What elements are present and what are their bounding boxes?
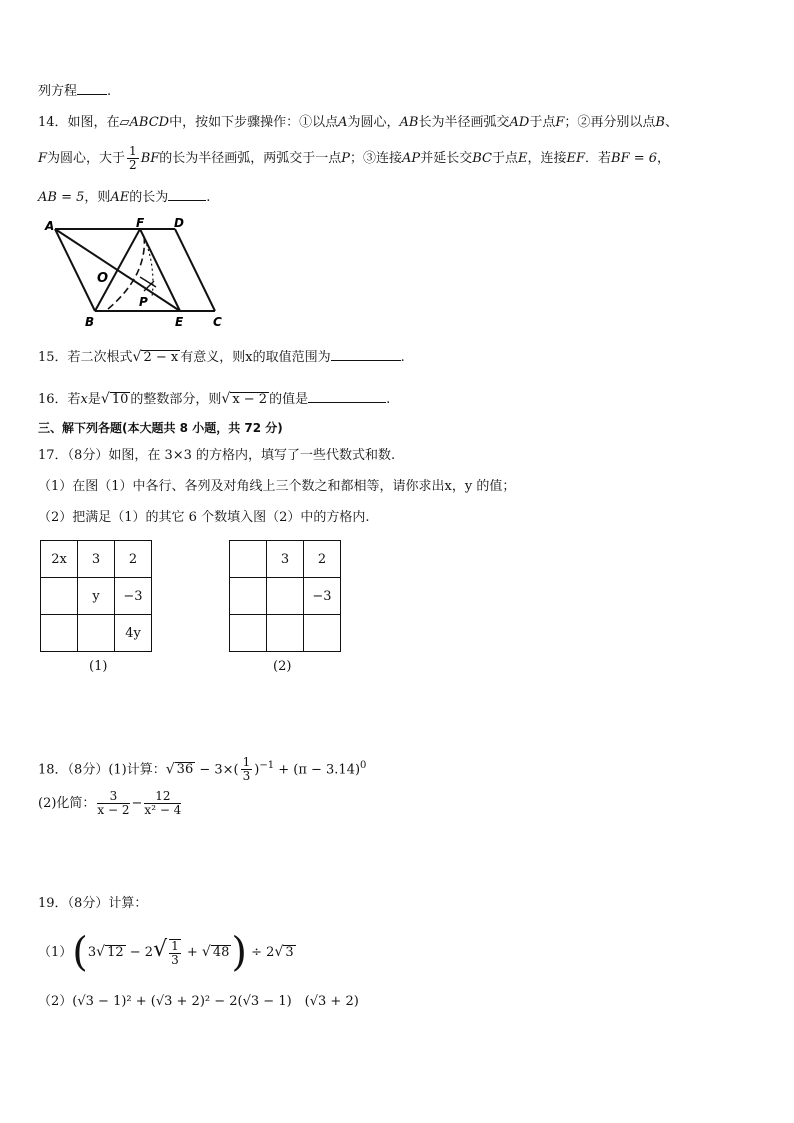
label-F: F [136,216,145,230]
q18-text: + (π − 3.14) [274,762,361,778]
section-heading: 三、解下列各题(本大题共 8 小题，共 72 分) [38,421,283,435]
frac-den: 3 [242,769,251,784]
q14-text: ．若 [585,151,612,166]
q18-label: (1)计算： [108,762,166,778]
label-C: C [213,315,222,329]
q18-label: (2)化简： [38,796,96,811]
fraction [241,756,253,783]
sqrt-symbol: √ [96,944,106,960]
q14-var: BC [472,151,492,166]
q13-tail [38,80,111,102]
q16 [38,388,390,410]
frac-den: 3 [171,952,179,967]
q13-end: . [107,84,112,99]
frac-den: x² − 4 [144,803,182,817]
exponent: −1 [259,760,275,771]
radicand: 2 − x [143,350,179,365]
grid-cell: 3 [78,541,115,578]
sqrt-symbol: √ [132,349,142,365]
answer-blank [308,388,386,403]
label-E: E [175,315,184,329]
q16-end: . [386,392,391,407]
q19-part1 [38,928,296,975]
q14-text: 的长为 [129,190,169,205]
frac-num: 1 [242,755,251,770]
frac-num: 1 [171,938,179,953]
sqrt-symbol: √ [221,391,231,407]
grid-cell [304,615,341,652]
q14-var: AE [110,190,130,205]
grid-cell [267,615,304,652]
edge-DC [175,229,215,311]
radicand: 36 [176,762,194,778]
q19-label: （2） [38,994,73,1009]
q14-text: ，则 [84,190,111,205]
q14-text: 为圆心， [347,115,400,130]
grid-cell: −3 [304,578,341,615]
sqrt-symbol: √ [100,391,110,407]
parallelogram-symbol: ▱ABCD [119,115,170,130]
label-B: B [85,315,95,329]
grid-cell [230,541,267,578]
q14-text: 为圆心，大于 [47,151,126,166]
answer-blank [168,186,206,201]
q17-part1: （1）在图（1）中各行、各列及对角线上三个数之和都相等，请你求出x，y 的值； [38,479,516,494]
q18-part2 [38,790,183,818]
grid-cell [230,578,267,615]
q17-head: 17．（8分）如图，在 3×3 的方格内，填写了一些代数式和数. [38,448,396,463]
q14-text: 并延长交 [420,151,473,166]
q14-var: F [38,151,48,166]
radicand: x − 2 [232,392,268,407]
exponent: 0 [360,760,367,771]
q14-var: AB [399,115,419,130]
q14-var: P [341,151,351,166]
half-fraction [127,145,139,172]
radicand: 3 [285,945,294,960]
q17-part2: （2）把满足（1）的其它 6 个数填入图（2）中的方格内. [38,510,370,525]
label-P: P [139,295,148,309]
q18-text: ) [254,762,260,778]
q14-text: ；③连接 [350,151,403,166]
q15 [38,346,405,368]
grid-cell [41,578,78,615]
q14-var: F [555,115,565,130]
sqrt-symbol: √ [153,937,168,962]
q15-text: 有意义，则 [180,350,246,365]
q14-text: 14．如图，在 [38,115,120,130]
q18-head: 18．（8分） [38,762,109,778]
q16-text: 16．若 [38,392,81,407]
q14-text: 长为半径画弧交 [418,115,510,130]
grid-cell [78,615,115,652]
grid-cell: 2 [115,541,152,578]
grid-cell: 4y [115,615,152,652]
paren-left: ( [72,929,88,976]
q15-text: 的取值范围为 [252,350,331,365]
q14-line1 [38,113,678,133]
magic-square-2 [229,540,341,652]
sqrt-symbol: √ [274,944,284,960]
q15-text: 15．若二次根式 [38,350,133,365]
radicand: 12 [107,945,124,960]
grid-cell [230,615,267,652]
q14-text: ；②再分别以点 [564,115,656,130]
segment-BF [95,229,140,311]
q19-text: − 2 [125,945,154,960]
q14-var: E [517,151,528,166]
label-O: O [97,271,109,286]
grid-cell: y [78,578,115,615]
parallelogram-figure [40,215,240,335]
answer-blank [77,80,107,95]
grid-cell: 2x [41,541,78,578]
fraction [169,939,181,967]
q15-var: x [245,350,253,365]
q16-text: 是 [87,392,101,407]
grid-cell: 2 [304,541,341,578]
label-A: A [45,219,55,233]
q14-text: ，连接 [527,151,567,166]
q18-text: − 3×( [195,762,239,778]
radicand: 10 [111,392,129,407]
q19-text: ÷ 2 [247,945,275,960]
q14-text: 于点 [529,115,556,130]
grid-cell [267,578,304,615]
grid-cell [41,615,78,652]
q13-text: 列方程 [38,84,78,99]
q14-text: 的长为半径画弧，两弧交于一点 [159,151,342,166]
q14-var: A [338,115,348,130]
frac-num: 1 [129,144,137,158]
magic-square-1 [40,540,152,652]
q15-end: . [400,350,405,365]
q16-text: 的值是 [269,392,309,407]
q14-var: BF [140,151,160,166]
q14-end: . [206,190,211,205]
answer-blank [331,346,401,361]
q14-var: AP [402,151,421,166]
grid1-caption: (1) [89,659,108,674]
q16-var: x [80,392,88,407]
grid-cell: −3 [115,578,152,615]
q16-text: 的整数部分，则 [130,392,222,407]
fraction [97,790,129,817]
q14-text: 、 [664,115,678,130]
frac-num: 12 [144,790,181,804]
q14-var: AD [509,115,530,130]
q14-line3 [38,186,210,208]
grid2-caption: (2) [273,659,292,674]
q19-part2 [38,992,359,1012]
q14-text: 于点 [491,151,518,166]
q19-text: + [182,945,202,960]
q14-var: B [655,115,665,130]
q14-condition: AB = 5 [38,190,85,205]
q14-text: ， [657,151,671,166]
radicand: 48 [212,945,230,960]
q19-expression: (√3 − 1)² + (√3 + 2)² − 2(√3 − 1) (√3 + 2) [72,994,359,1009]
q19-text: 3 [87,945,97,960]
fraction [144,790,181,817]
q19-head: 19．（8分）计算： [38,896,148,911]
frac-den: x − 2 [97,803,130,817]
sqrt-symbol: √ [201,944,211,960]
q14-text: 中，按如下步骤操作：①以点 [169,115,339,130]
label-D: D [174,216,184,230]
frac-den: 2 [129,158,137,172]
q14-condition: BF = 6 [611,151,658,166]
grid-cell: 3 [267,541,304,578]
q14-var: EF [566,151,585,166]
q18-part1 [38,754,366,783]
paren-right: ) [231,929,247,976]
frac-num: 3 [97,790,129,804]
sqrt-symbol: √ [165,761,175,778]
q14-line2 [38,145,670,172]
q19-label: （1） [38,945,73,960]
minus-sign: − [131,796,143,811]
